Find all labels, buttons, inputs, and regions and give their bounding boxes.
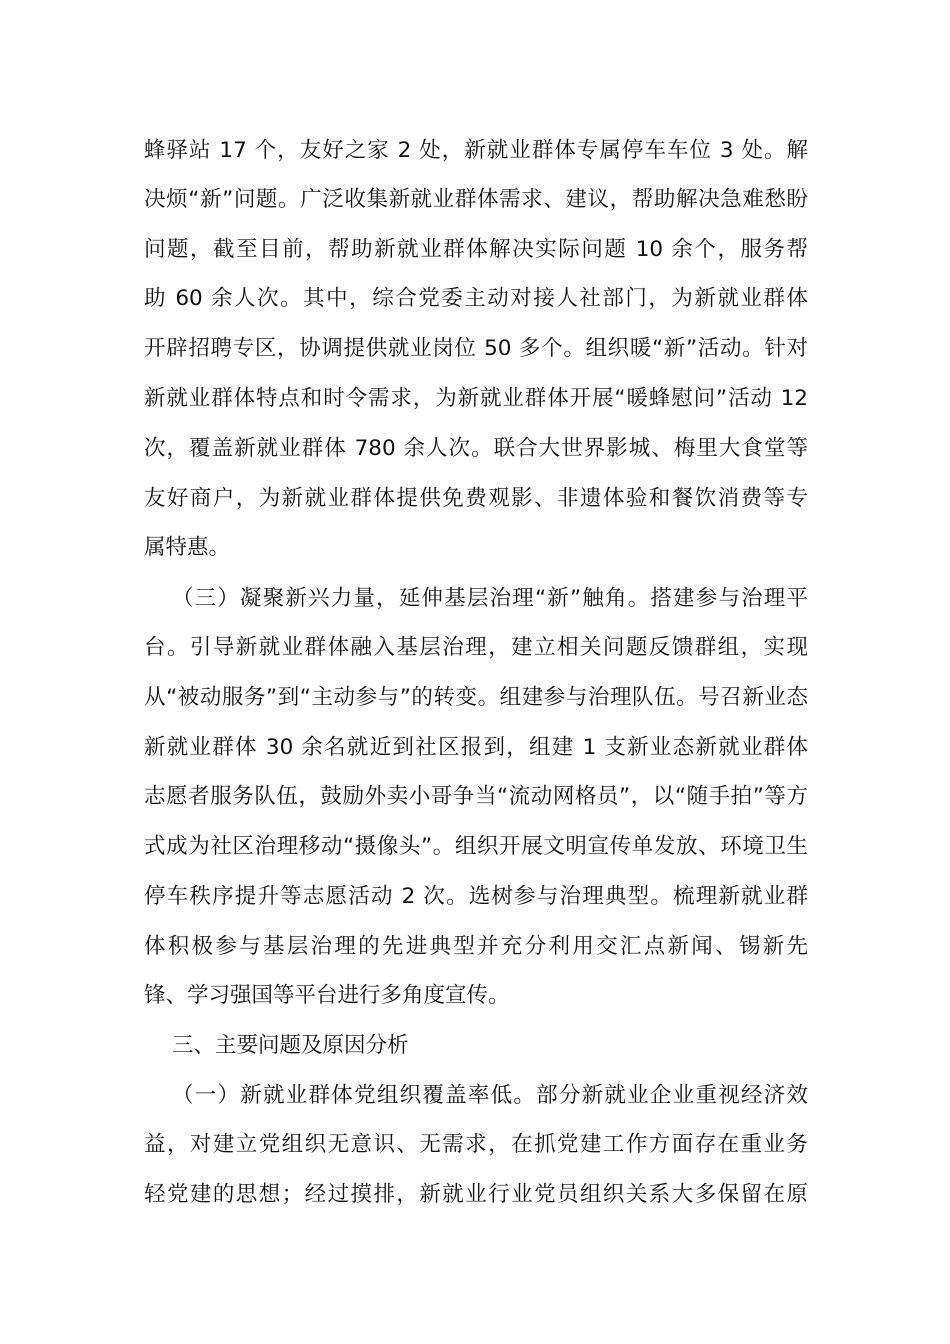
paragraph-3-line-1: （一）新就业群体党组织覆盖率低。部分新就业企业重视经济效 xyxy=(172,1083,808,1108)
section-heading: 三、主要问题及原因分析 xyxy=(172,1033,409,1058)
paragraph-1-line-5: 开辟招聘专区，协调提供就业岗位 50 多个。组织暖“新”活动。针对 xyxy=(144,336,808,361)
paragraph-1-line-7: 次，覆盖新就业群体 780 余人次。联合大世界影城、梅里大食堂等 xyxy=(144,436,808,461)
paragraph-1-line-8: 友好商户，为新就业群体提供免费观影、非遗体验和餐饮消费等专 xyxy=(144,486,808,511)
paragraph-2-line-2: 台。引导新就业群体融入基层治理，建立相关问题反馈群组，实现 xyxy=(144,635,808,660)
paragraph-2-line-5: 志愿者服务队伍，鼓励外卖小哥争当“流动网格员”，以“随手拍”等方 xyxy=(144,784,808,809)
paragraph-2-line-3: 从“被动服务”到“主动参与”的转变。组建参与治理队伍。号召新业态 xyxy=(144,685,808,710)
paragraph-2-line-8: 体积极参与基层治理的先进典型并充分利用交汇点新闻、锡新先 xyxy=(144,934,808,959)
paragraph-1-line-9: 属特惠。 xyxy=(144,535,231,560)
paragraph-1-line-2: 决烦“新”问题。广泛收集新就业群体需求、建议，帮助解决急难愁盼 xyxy=(144,187,808,212)
paragraph-2-line-1: （三）凝聚新兴力量，延伸基层治理“新”触角。搭建参与治理平 xyxy=(172,586,808,611)
paragraph-2-line-4: 新就业群体 30 余名就近到社区报到，组建 1 支新业态新就业群体 xyxy=(144,735,808,760)
paragraph-2-line-6: 式成为社区治理移动“摄像头”。组织开展文明宣传单发放、环境卫生 xyxy=(144,834,808,859)
paragraph-1-line-3: 问题，截至目前，帮助新就业群体解决实际问题 10 余个，服务帮 xyxy=(144,237,808,262)
paragraph-2-line-9: 锋、学习强国等平台进行多角度宣传。 xyxy=(144,983,510,1008)
paragraph-2-line-7: 停车秩序提升等志愿活动 2 次。选树参与治理典型。梳理新就业群 xyxy=(144,884,808,909)
paragraph-1-line-6: 新就业群体特点和时令需求，为新就业群体开展“暖蜂慰问”活动 12 xyxy=(144,386,808,411)
paragraph-3-line-3: 轻党建的思想；经过摸排，新就业行业党员组织关系大多保留在原 xyxy=(144,1182,808,1207)
paragraph-1-line-4: 助 60 余人次。其中，综合党委主动对接人社部门，为新就业群体 xyxy=(144,286,808,311)
paragraph-3-line-2: 益，对建立党组织无意识、无需求，在抓党建工作方面存在重业务 xyxy=(144,1132,808,1157)
paragraph-1-line-1: 蜂驿站 17 个，友好之家 2 处，新就业群体专属停车车位 3 处。解 xyxy=(144,138,808,163)
